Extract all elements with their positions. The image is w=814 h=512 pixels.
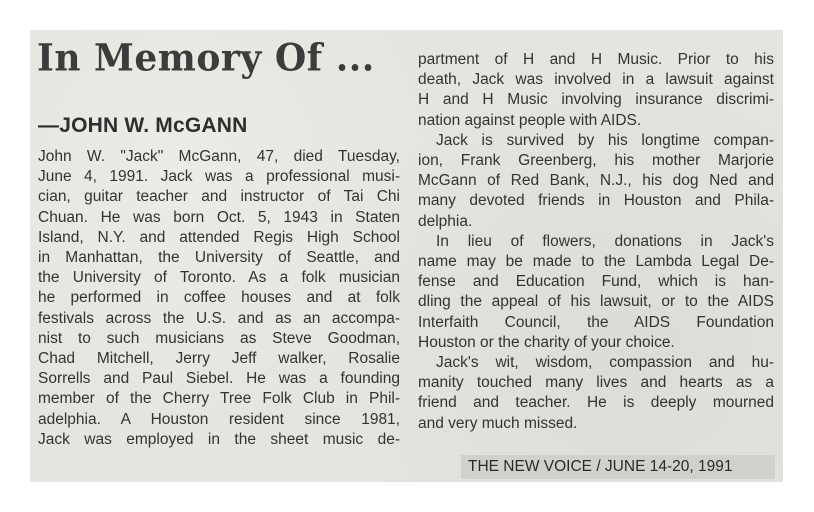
text-line: ion, Frank Greenberg, his mother Marjorie [418,152,774,170]
text-line: and very much missed. [418,414,578,432]
text-line: Houston or the charity of your choice. [418,333,675,351]
text-line: festivals across the U.S. and as an accompa- [38,309,400,327]
deceased-name: —JOHN W. McGANN [38,114,248,137]
memorial-heading: In Memory Of ... [37,36,375,81]
text-line: death, Jack was involved in a lawsuit against [418,71,774,89]
text-line: friend and teacher. He is deeply mourned [418,394,774,412]
text-line: delphia. [418,212,473,230]
text-line: Interfaith Council, the AIDS Foundation [418,313,774,331]
text-line: member of the Cherry Tree Folk Club in Phil- [38,390,400,408]
text-line: Sorrells and Paul Siebel. He was a founding [38,370,400,388]
text-line: Jack was employed in the sheet music de- [38,430,400,448]
text-line: In lieu of flowers, donations in Jack's [436,232,774,250]
text-line: H and H Music involving insurance discrimi- [418,91,774,109]
text-line: nation against people with AIDS. [418,111,642,129]
right-column [418,50,774,434]
text-line: name may be made to the Lambda Legal De- [418,253,774,271]
text-line: McGann of Red Bank, N.J., his dog Ned and [418,172,774,190]
text-line: manity touched many lives and hearts as a [418,374,774,392]
text-line: he performed in coffee houses and at folk [38,289,400,307]
text-line: Island, N.Y. and attended Regis High School [38,228,400,246]
left-column [38,147,400,450]
text-line: partment of H and H Music. Prior to his [418,51,774,68]
text-line: in Manhattan, the University of Seattle, and [38,249,400,267]
text-line: nist to such musicians as Steve Goodman, [38,329,400,347]
text-line: the University of Toronto. As a folk musician [38,269,400,287]
text-line: dling the appeal of his lawsuit, or to the AIDS [418,293,774,311]
text-line: Jack's wit, wisdom, compassion and hu- [436,354,774,372]
text-line: many devoted friends in Houston and Phila- [418,192,774,210]
text-line: fense and Education Fund, which is han- [418,273,774,291]
text-line: Chad Mitchell, Jerry Jeff walker, Rosalie [38,350,400,368]
source-credit: THE NEW VOICE / JUNE 14-20, 1991 [468,458,733,475]
text-line: June 4, 1991. Jack was a professional musi- [38,168,400,186]
obituary-clipping [30,30,783,482]
text-line: adelphia. A Houston resident since 1981, [38,410,400,428]
text-line: Chuan. He was born Oct. 5, 1943 in Staten [38,208,400,226]
text-line: Jack is survived by his longtime compan- [436,131,774,149]
text-line: cian, guitar teacher and instructor of Tai Chi [38,188,400,206]
text-line: John W. "Jack" McGann, 47, died Tuesday, [38,148,400,165]
